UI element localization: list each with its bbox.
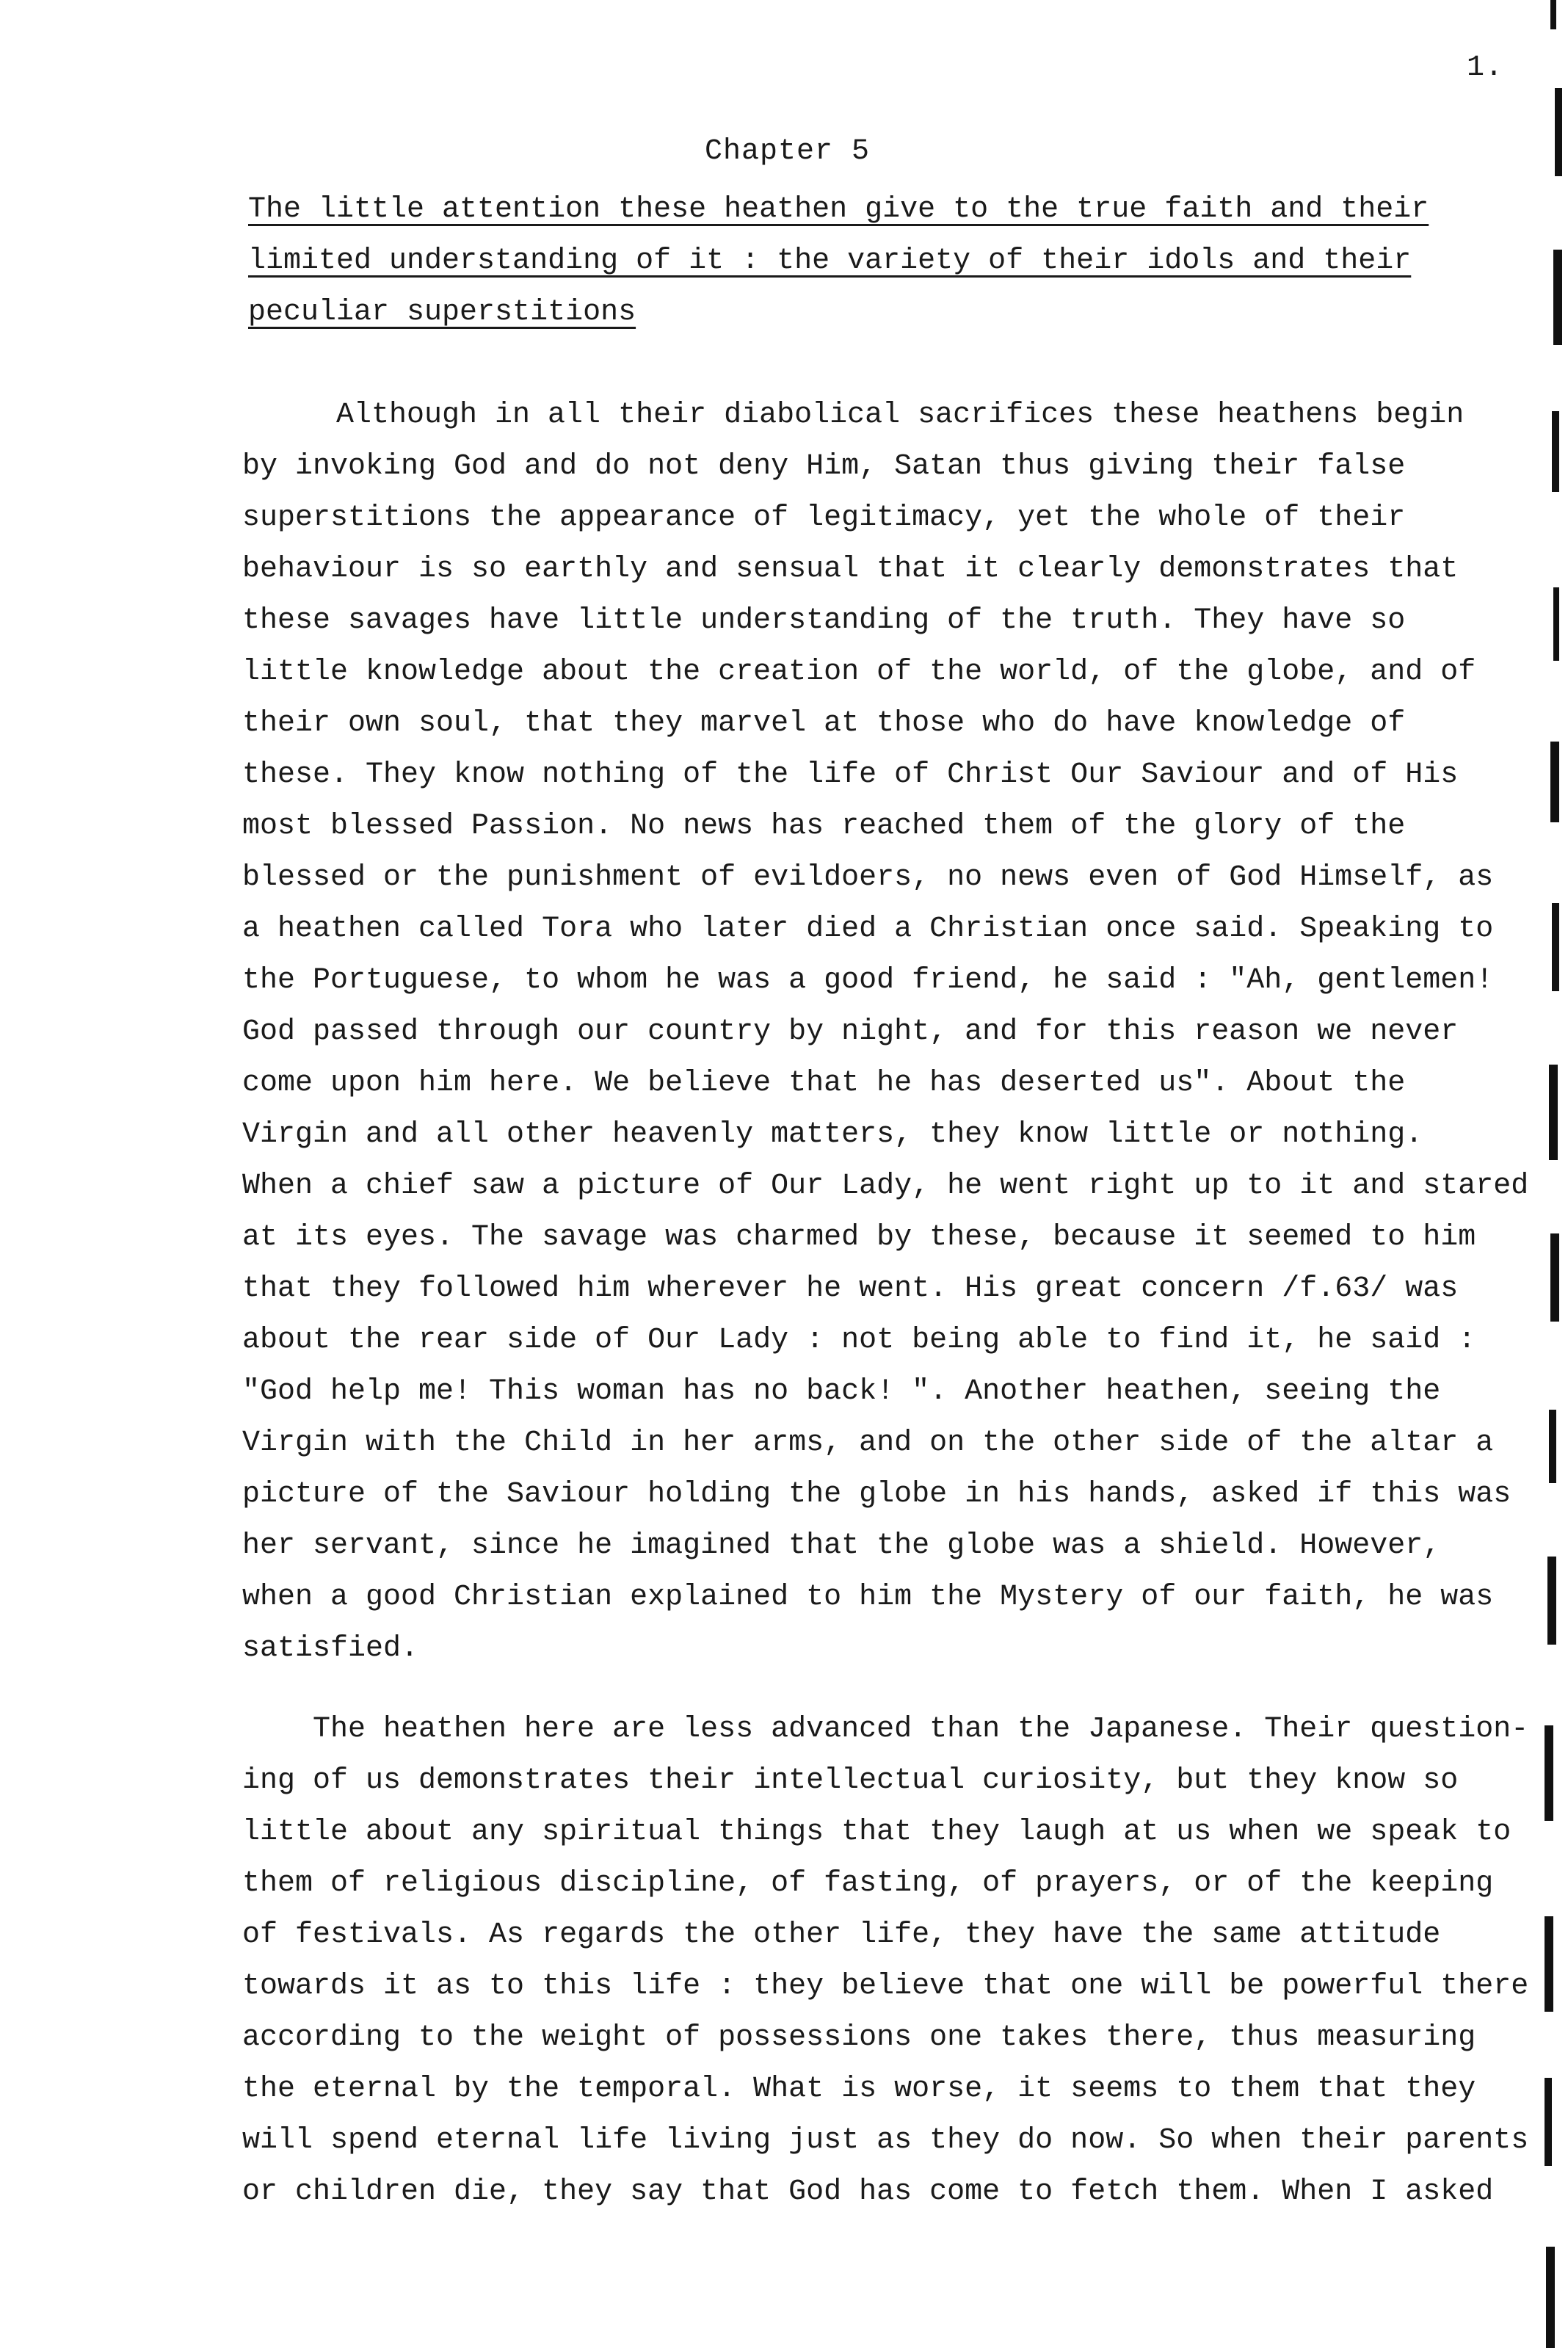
text-line: at its eyes. The savage was charmed by these, because it seemed to him xyxy=(242,1221,1476,1254)
text-line: little knowledge about the creation of the world, of the globe, and of xyxy=(242,656,1476,689)
text-line: a heathen called Tora who later died a Christian once said. Speaking to xyxy=(242,913,1494,946)
text-line: the Portuguese, to whom he was a good friend, he said : "Ah, gentlemen! xyxy=(242,964,1494,997)
text-line: or children die, they say that God has come to fetch them. When I asked xyxy=(242,2175,1494,2209)
text-line: will spend eternal life living just as they do now. So when their parents xyxy=(242,2124,1529,2157)
text-line: When a chief saw a picture of Our Lady, he went right up to it and stared xyxy=(242,1170,1529,1203)
text-line: Although in all their diabolical sacrifices these heathens begin xyxy=(336,399,1464,432)
text-line: picture of the Saviour holding the globe in his hands, asked if this was xyxy=(242,1478,1511,1511)
text-line: when a good Christian explained to him the Mystery of our faith, he was xyxy=(242,1581,1494,1614)
text-line: them of religious discipline, of fasting, of prayers, or of the keeping xyxy=(242,1867,1494,1900)
text-line: blessed or the punishment of evildoers, no news even of God Himself, as xyxy=(242,861,1494,894)
text-line: "God help me! This woman has no back! ". Another heathen, seeing the xyxy=(242,1375,1441,1408)
text-line: about the rear side of Our Lady : not being able to find it, he said : xyxy=(242,1324,1476,1357)
heading-line: The little attention these heathen give to the true faith and their xyxy=(248,193,1429,226)
text-line: by invoking God and do not deny Him, Satan thus giving their false xyxy=(242,450,1406,483)
text-line: their own soul, that they marvel at those who do have knowledge of xyxy=(242,707,1406,740)
text-line: ing of us demonstrates their intellectual curiosity, but they know so xyxy=(242,1764,1459,1797)
text-line: according to the weight of possessions one takes there, thus measuring xyxy=(242,2021,1476,2054)
text-line: superstitions the appearance of legitimacy, yet the whole of their xyxy=(242,501,1406,535)
text-line: most blessed Passion. No news has reached them of the glory of the xyxy=(242,810,1406,843)
page-number: 1. xyxy=(1467,51,1504,84)
text-line: satisfied. xyxy=(242,1632,419,1665)
heading-line: limited understanding of it : the variety of their idols and their xyxy=(248,244,1412,278)
text-line: come upon him here. We believe that he has deserted us". About the xyxy=(242,1067,1406,1100)
text-line: these savages have little understanding of the truth. They have so xyxy=(242,604,1406,637)
text-line: Virgin with the Child in her arms, and on the other side of the altar a xyxy=(242,1427,1494,1460)
text-line: behaviour is so earthly and sensual that it clearly demonstrates that xyxy=(242,553,1459,586)
text-line: Virgin and all other heavenly matters, they know little or nothing. xyxy=(242,1118,1423,1151)
text-line: little about any spiritual things that they laugh at us when we speak to xyxy=(242,1816,1511,1849)
text-line: that they followed him wherever he went. His great concern /f.63/ was xyxy=(242,1272,1459,1305)
text-line: of festivals. As regards the other life, they have the same attitude xyxy=(242,1918,1441,1952)
heading-line: peculiar superstitions xyxy=(248,296,636,329)
chapter-title: Chapter 5 xyxy=(705,135,871,168)
text-line: her servant, since he imagined that the globe was a shield. However, xyxy=(242,1529,1441,1562)
text-line: The heathen here are less advanced than the Japanese. Their question- xyxy=(313,1713,1529,1746)
text-line: these. They know nothing of the life of Christ Our Saviour and of His xyxy=(242,758,1459,791)
text-line: God passed through our country by night, and for this reason we never xyxy=(242,1015,1459,1048)
text-line: the eternal by the temporal. What is worse, it seems to them that they xyxy=(242,2073,1476,2106)
text-line: towards it as to this life : they believe that one will be powerful there xyxy=(242,1970,1529,2003)
